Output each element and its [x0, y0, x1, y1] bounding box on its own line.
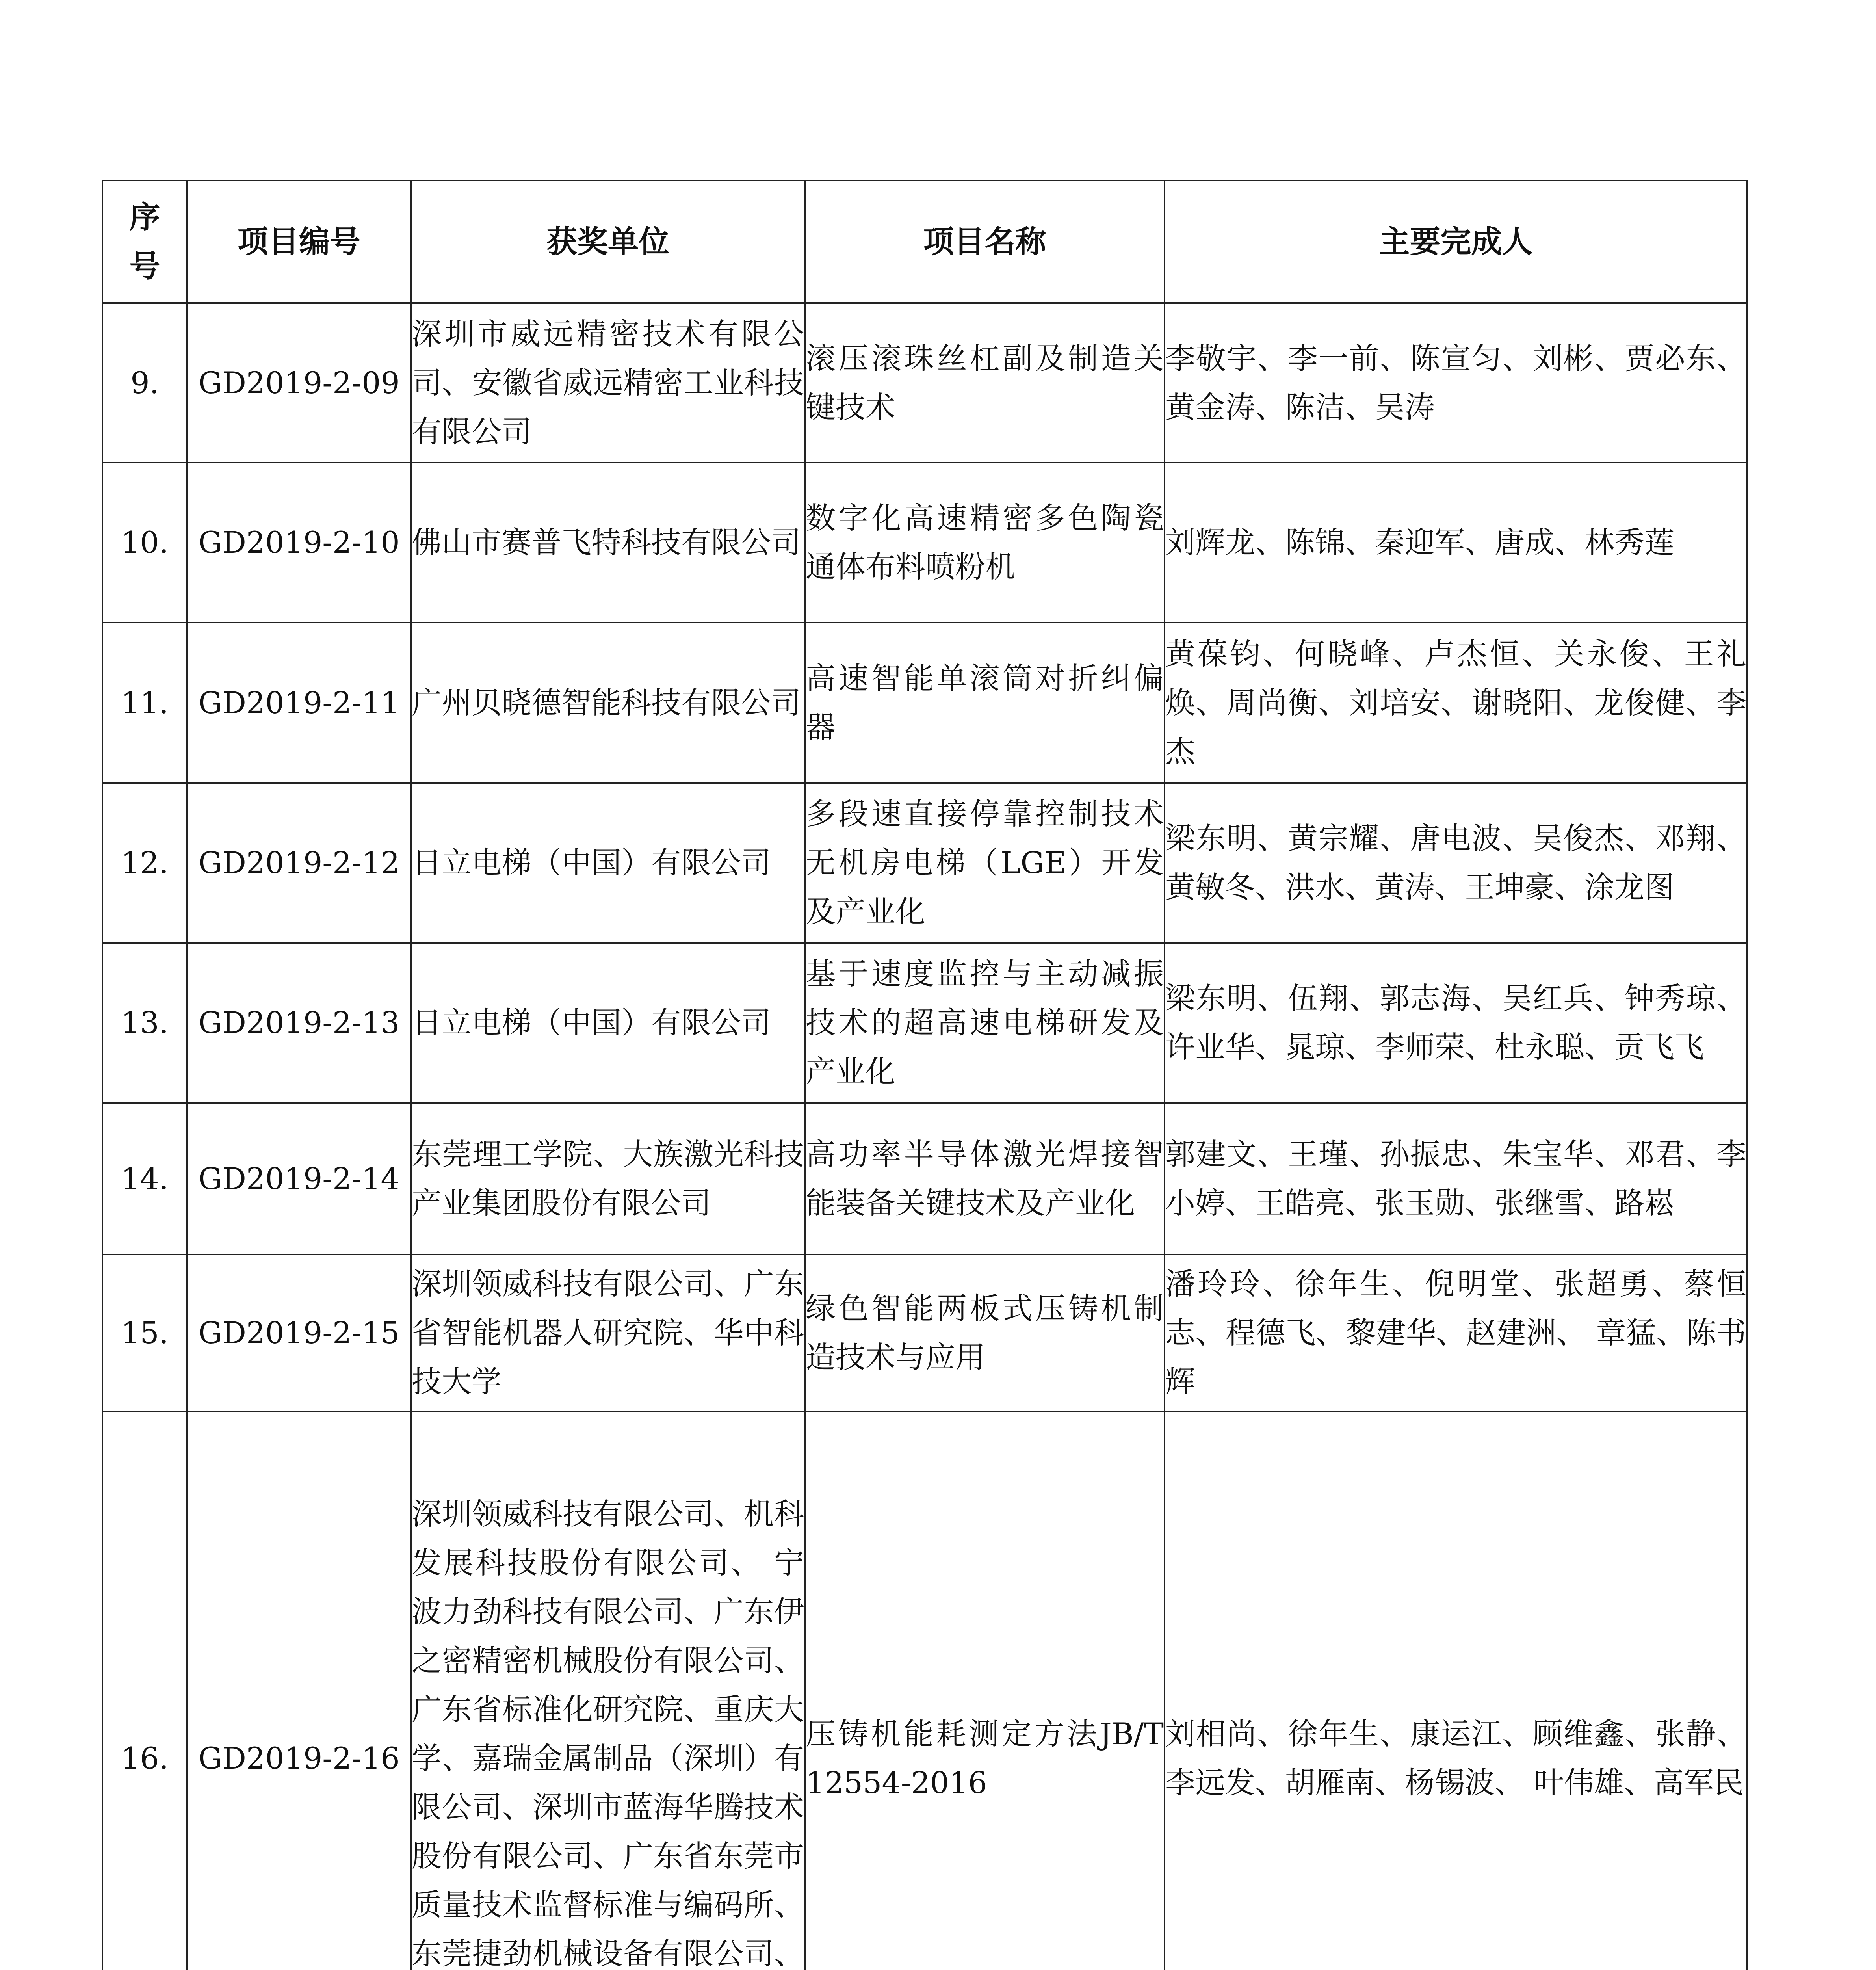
row-unit: 深圳领威科技有限公司、机科发展科技股份有限公司、 宁波力劲科技有限公司、广东伊之密精密机械股份有限公司、广东省标准化研究院、重庆大学、嘉瑞金属制品（深圳）有限公司、深圳市蓝海华腾技术股份有限公司、广东省东莞市质量技术监督标准与编码所、东莞捷劲机械设备有限公司、 — [411, 1411, 805, 1970]
table-row — [102, 463, 1747, 623]
header-unit: 获奖单位 — [411, 180, 805, 303]
row-unit: 深圳领威科技有限公司、广东省智能机器人研究院、华中科技大学 — [411, 1254, 805, 1411]
row-people: 李敬宇、李一前、陈宣匀、刘彬、贾必东、黄金涛、陈洁、吴涛 — [1165, 303, 1747, 463]
row-code: GD2019-2-15 — [187, 1254, 411, 1411]
row-people: 潘玲玲、徐年生、倪明堂、张超勇、蔡恒志、程德飞、黎建华、赵建洲、 章猛、陈书辉 — [1165, 1254, 1747, 1411]
row-seq: 14. — [102, 1103, 187, 1254]
row-name: 基于速度监控与主动减振技术的超高速电梯研发及产业化 — [805, 943, 1165, 1103]
row-unit: 东莞理工学院、大族激光科技产业集团股份有限公司 — [411, 1103, 805, 1254]
row-code: GD2019-2-16 — [187, 1411, 411, 1970]
row-code: GD2019-2-14 — [187, 1103, 411, 1254]
row-seq: 13. — [102, 943, 187, 1103]
row-name: 绿色智能两板式压铸机制造技术与应用 — [805, 1254, 1165, 1411]
row-name: 多段速直接停靠控制技术无机房电梯（LGE）开发及产业化 — [805, 783, 1165, 943]
row-unit: 日立电梯（中国）有限公司 — [411, 943, 805, 1103]
row-people: 梁东明、伍翔、郭志海、吴红兵、钟秀琼、许业华、晁琼、李师荣、杜永聪、贡飞飞 — [1165, 943, 1747, 1103]
awards-table — [102, 180, 1748, 1970]
row-seq: 9. — [102, 303, 187, 463]
table-row — [102, 303, 1747, 463]
row-unit: 深圳市威远精密技术有限公司、安徽省威远精密工业科技有限公司 — [411, 303, 805, 463]
row-code: GD2019-2-12 — [187, 783, 411, 943]
row-people: 郭建文、王瑾、孙振忠、朱宝华、邓君、李小婷、王皓亮、张玉勋、张继雪、路崧 — [1165, 1103, 1747, 1254]
table-row — [102, 1254, 1747, 1411]
table-row — [102, 623, 1747, 783]
row-name: 高速智能单滚筒对折纠偏器 — [805, 623, 1165, 783]
row-seq: 12. — [102, 783, 187, 943]
header-name: 项目名称 — [805, 180, 1165, 303]
row-name: 高功率半导体激光焊接智能装备关键技术及产业化 — [805, 1103, 1165, 1254]
table-row — [102, 783, 1747, 943]
header-seq: 序号 — [102, 180, 187, 303]
table-header-row — [102, 180, 1747, 303]
row-unit: 日立电梯（中国）有限公司 — [411, 783, 805, 943]
row-seq: 15. — [102, 1254, 187, 1411]
row-unit: 广州贝晓德智能科技有限公司 — [411, 623, 805, 783]
row-name: 滚压滚珠丝杠副及制造关键技术 — [805, 303, 1165, 463]
row-name: 数字化高速精密多色陶瓷通体布料喷粉机 — [805, 463, 1165, 623]
header-code: 项目编号 — [187, 180, 411, 303]
row-people: 黄葆钧、何晓峰、卢杰恒、关永俊、王礼焕、周尚衡、刘培安、谢晓阳、龙俊健、李杰 — [1165, 623, 1747, 783]
row-seq: 16. — [102, 1411, 187, 1970]
row-code: GD2019-2-09 — [187, 303, 411, 463]
table-row — [102, 1411, 1747, 1970]
row-seq: 10. — [102, 463, 187, 623]
row-people: 梁东明、黄宗耀、唐电波、吴俊杰、邓翔、黄敏冬、洪水、黄涛、王坤豪、涂龙图 — [1165, 783, 1747, 943]
header-people: 主要完成人 — [1165, 180, 1747, 303]
row-people: 刘相尚、徐年生、康运江、顾维鑫、张静、李远发、胡雁南、杨锡波、 叶伟雄、高军民 — [1165, 1411, 1747, 1970]
row-code: GD2019-2-13 — [187, 943, 411, 1103]
row-unit: 佛山市赛普飞特科技有限公司 — [411, 463, 805, 623]
table-row — [102, 1103, 1747, 1254]
row-code: GD2019-2-11 — [187, 623, 411, 783]
row-seq: 11. — [102, 623, 187, 783]
row-code: GD2019-2-10 — [187, 463, 411, 623]
table-row — [102, 943, 1747, 1103]
row-people: 刘辉龙、陈锦、秦迎军、唐成、林秀莲 — [1165, 463, 1747, 623]
row-name: 压铸机能耗测定方法JB/T 12554-2016 — [805, 1411, 1165, 1970]
